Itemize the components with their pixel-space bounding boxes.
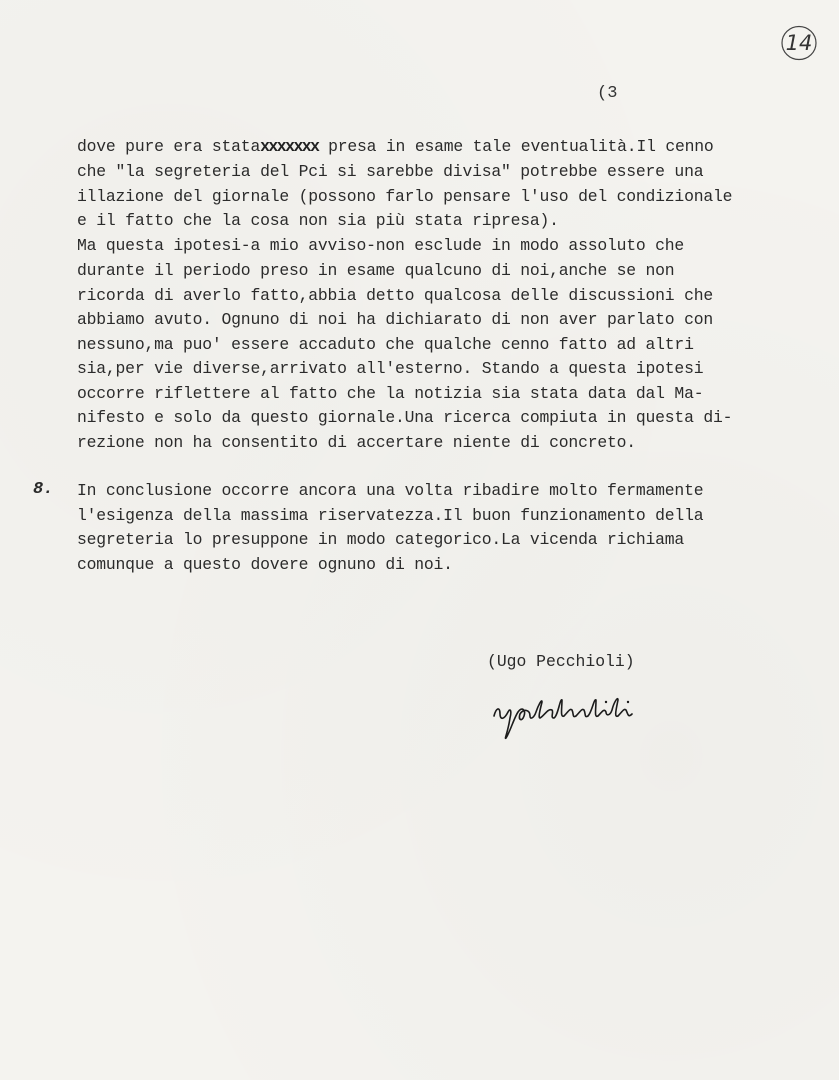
author-name: (Ugo Pecchioli) (487, 652, 635, 671)
item-line: In conclusione occorre ancora una volta ribadire molto fermamente (77, 481, 704, 500)
item-line: comunque a questo dovere ognuno di noi. (77, 555, 453, 574)
paragraph-line: nifesto e solo da questo giornale.Una ricerca compiuta in questa di- (77, 408, 733, 427)
item-number: 8. (33, 480, 54, 499)
paragraph-line: ricorda di averlo fatto,abbia detto qualcosa delle discussioni che (77, 286, 713, 305)
paragraph-line: Ma questa ipotesi-a mio avviso-non esclude in modo assoluto che (77, 236, 685, 255)
paragraph-line: che "la segreteria del Pci si sarebbe divisa" potrebbe essere una (77, 162, 704, 181)
item-line: segreteria lo presuppone in modo categorico.La vicenda richiama (77, 530, 685, 549)
paragraph-line: rezione non ha consentito di accertare niente di concreto. (77, 433, 636, 452)
page-number: 14 (785, 31, 813, 55)
page-number-stamp (780, 24, 818, 62)
section-number: (3 (597, 84, 618, 103)
handwritten-signature (488, 688, 668, 748)
paragraph-line: abbiamo avuto. Ognuno di noi ha dichiarato di non aver parlato con (77, 310, 713, 329)
strikeout-text: xxxxxxx (260, 137, 319, 156)
paragraph-line: nessuno,ma puo' essere accaduto che qualche cenno fatto ad altri (77, 335, 694, 354)
item-line: l'esigenza della massima riservatezza.Il buon funzionamento della (77, 506, 704, 525)
paragraph-line: illazione del giornale (possono farlo pensare l'uso del condizionale (77, 187, 733, 206)
paragraph-line-text: presa in esame tale eventualità.Il cenno (318, 137, 714, 156)
paragraph-line-text: dove pure era stata (77, 137, 261, 156)
paragraph-line: durante il periodo preso in esame qualcuno di noi,anche se non (77, 261, 675, 280)
paragraph-line: occorre riflettere al fatto che la notizia sia stata data dal Ma- (77, 384, 704, 403)
paragraph-line: e il fatto che la cosa non sia più stata ripresa). (77, 211, 559, 230)
paragraph-line: sia,per vie diverse,arrivato all'esterno. Stando a questa ipotesi (77, 359, 704, 378)
paragraph-line (77, 137, 714, 157)
